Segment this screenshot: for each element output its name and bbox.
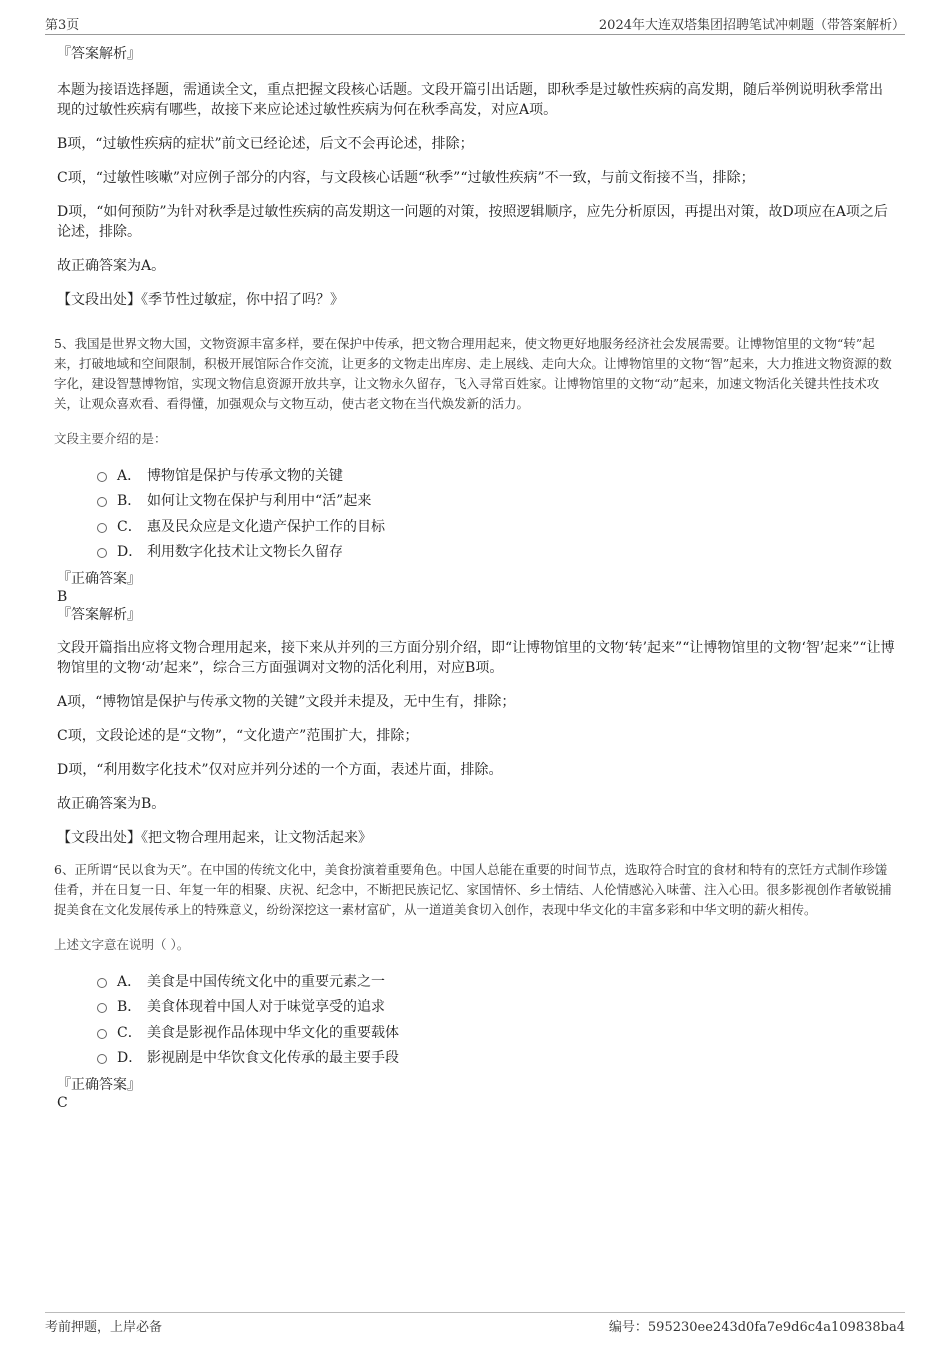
- radio-button-icon[interactable]: [97, 497, 107, 507]
- option-list: [57, 968, 895, 1070]
- option-a[interactable]: A． 美食是中国传统文化中的重要元素之一: [57, 968, 895, 994]
- option-c[interactable]: C． 美食是影视作品体现中华文化的重要载体: [57, 1019, 895, 1045]
- option-b[interactable]: B． 如何让文物在保护与利用中“活”起来: [57, 488, 895, 514]
- radio-button-icon[interactable]: [97, 978, 107, 988]
- document-title: 2024年大连双塔集团招聘笔试冲刺题（带答案解析）: [598, 18, 905, 33]
- analysis-paragraph: D项，“利用数字化技术”仅对应并列分述的一个方面，表述片面，排除。: [57, 762, 503, 778]
- question-stem: 文段主要介绍的是：: [54, 431, 167, 446]
- footer-slogan: 考前押题，上岸必备: [45, 1320, 163, 1335]
- source-citation: 【文段出处】《把文物合理用起来，让文物活起来》: [57, 830, 372, 846]
- q4-analysis: [57, 44, 895, 310]
- option-b[interactable]: B． 美食体现着中国人对于味觉享受的追求: [57, 994, 895, 1020]
- radio-button-icon[interactable]: [97, 548, 107, 558]
- option-list: [57, 462, 895, 564]
- correct-answer-label: 『正确答案』: [57, 1077, 141, 1093]
- radio-button-icon[interactable]: [97, 472, 107, 482]
- question-6: [54, 860, 895, 1112]
- option-a[interactable]: A． 博物馆是保护与传承文物的关键: [57, 462, 895, 488]
- radio-button-icon[interactable]: [97, 1029, 107, 1039]
- analysis-paragraph: 本题为接语选择题，需通读全文，重点把握文段核心话题。文段开篇引出话题，即秋季是过敏性疾病的高发期，随后举例说明秋季常出现的过敏性疾病有哪些，故接下来应论述过敏性疾病为何在秋季高发，对应A项。: [57, 82, 883, 118]
- correct-answer-label: 『正确答案』: [57, 571, 141, 587]
- question-5: [54, 334, 895, 848]
- option-c[interactable]: C． 惠及民众应是文化遗产保护工作的目标: [57, 513, 895, 539]
- page-footer: [45, 1312, 905, 1335]
- analysis-paragraph: B项，“过敏性疾病的症状”前文已经论述，后文不会再论述，排除；: [57, 136, 474, 152]
- option-d[interactable]: D． 利用数字化技术让文物长久留存: [57, 539, 895, 565]
- question-text: 6、正所谓“民以食为天”。在中国的传统文化中，美食扮演着重要角色。中国人总能在重要的时间节点，选取符合时宜的食材和特有的烹饪方式制作珍馐佳肴，并在日复一日、年复一年的相聚、庆祝、纪念中，不断把民族记忆、家国情怀、乡土情结、人伦情感沁入味蕾、注入心田。很多影视创作者敏锐捕捉美食在文化发展传承上的特殊意义，纷纷深挖这一素材富矿，从一道道美食切入创作，表现中华文化的丰富多彩和中华文明的薪火相传。: [54, 862, 892, 917]
- radio-button-icon[interactable]: [97, 1054, 107, 1064]
- page-number: 第3页: [45, 18, 80, 33]
- radio-button-icon[interactable]: [97, 1003, 107, 1013]
- analysis-label: 『答案解析』: [57, 607, 141, 623]
- page-header: [45, 14, 905, 35]
- analysis-paragraph: A项，“博物馆是保护与传承文物的关键”文段并未提及，无中生有，排除；: [57, 694, 516, 710]
- correct-answer: B: [57, 589, 68, 605]
- analysis-paragraph: C项，文段论述的是“文物”，“文化遗产”范围扩大，排除；: [57, 728, 419, 744]
- analysis-paragraph: C项，“过敏性咳嗽”对应例子部分的内容，与文段核心话题“秋季”“过敏性疾病”不一致，与前文衔接不当，排除；: [57, 170, 755, 186]
- option-d[interactable]: D． 影视剧是中华饮食文化传承的最主要手段: [57, 1045, 895, 1071]
- radio-button-icon[interactable]: [97, 523, 107, 533]
- analysis-paragraph: D项，“如何预防”为针对秋季是过敏性疾病的高发期这一问题的对策，按照逻辑顺序，应先分析原因，再提出对策，故D项应在A项之后论述，排除。: [57, 204, 888, 240]
- question-text: 5、我国是世界文物大国，文物资源丰富多样，要在保护中传承，把文物合理用起来，使文物更好地服务经济社会发展需要。让博物馆里的文物“转”起来，打破地域和空间限制，积极开展馆际合作交流，让更多的文物走出库房、走上展线、走向大众。让博物馆里的文物“智”起来，大力推进文物资源的数字化，建设智慧博物馆，实现文物信息资源开放共享，让文物永久留存，飞入寻常百姓家。让博物馆里的文物“动”起来，加速文物活化关键共性技术攻关，让观众喜欢看、看得懂，加强观众与文物互动，使古老文物在当代焕发新的活力。: [54, 336, 892, 411]
- analysis-conclusion: 故正确答案为A。: [57, 258, 166, 274]
- analysis-conclusion: 故正确答案为B。: [57, 796, 166, 812]
- document-id: 编号：595230ee243d0fa7e9d6c4a109838ba4: [608, 1320, 905, 1335]
- source-citation: 【文段出处】《季节性过敏症，你中招了吗？》: [57, 292, 344, 308]
- question-stem: 上述文字意在说明（ ）。: [54, 937, 190, 952]
- page-content: [54, 44, 895, 1112]
- analysis-label: 『答案解析』: [57, 46, 141, 62]
- analysis-paragraph: 文段开篇指出应将文物合理用起来，接下来从并列的三方面分别介绍，即“让博物馆里的文物‘转’起来”“让博物馆里的文物‘智’起来”“让博物馆里的文物‘动’起来”，综合三方面强调对文物的活化利用，对应B项。: [57, 640, 895, 676]
- correct-answer: C: [57, 1095, 68, 1111]
